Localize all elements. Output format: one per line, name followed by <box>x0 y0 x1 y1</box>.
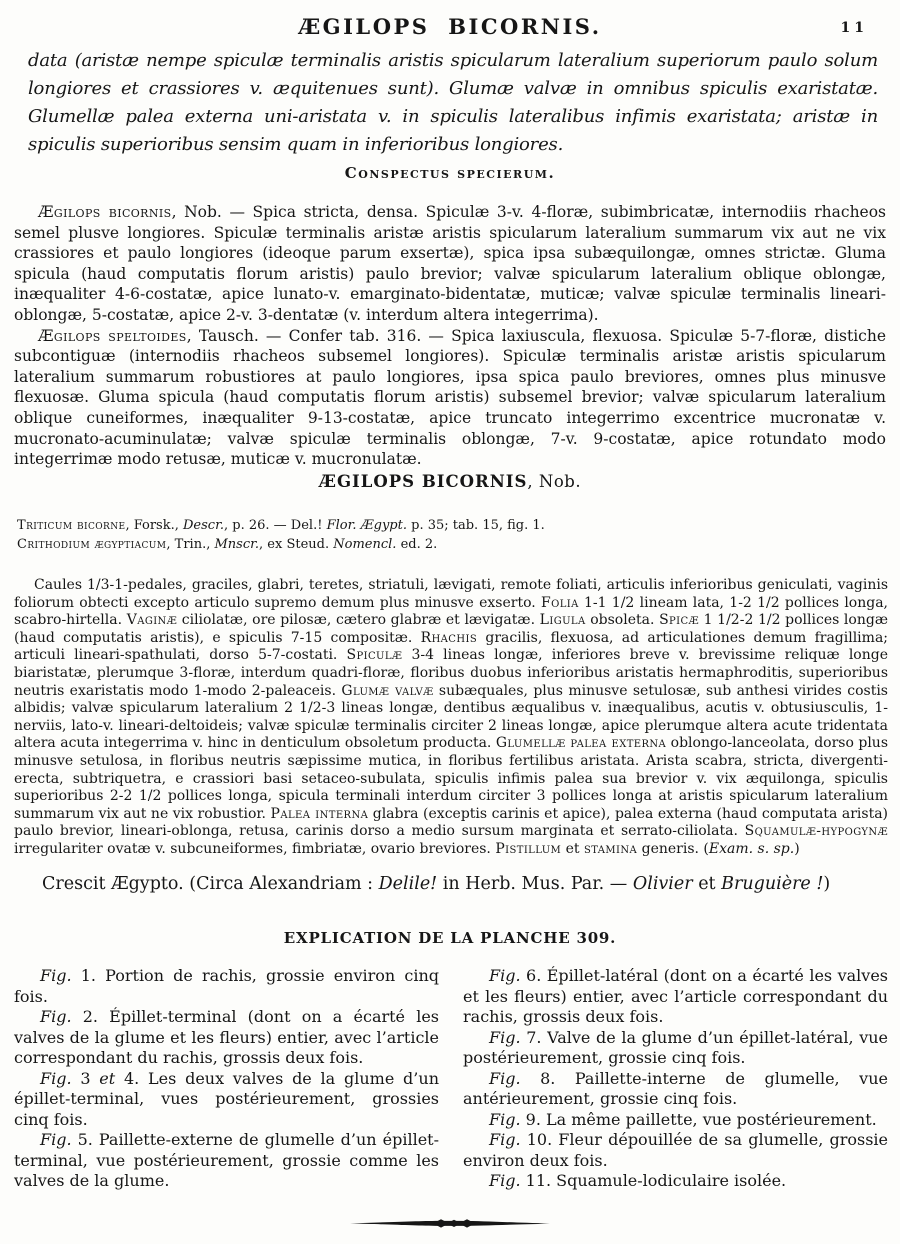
intro-continuation-paragraph: data (aristæ nempe spiculæ terminalis aristis spicularum lateralium superiorum paulo solum longiores et crassiores v. æquitenues sunt). Glumæ valvæ in omnibus spiculis exaristatæ. Glumellæ palea externa uni-aristata v. in spiculis lateralibus infimis exaristata; aristæ in spiculis superioribus sensim quam in inferioribus longiores. <box>28 50 878 155</box>
species-diagnosis-paragraph: Ægilops speltoides, Tausch. — Confer tab. 316. — Spica laxiuscula, flexuosa. Spiculæ 5-7-floræ, distiche subcontiguæ (internodiis rhacheos subsemel longiores). Spiculæ terminalis aristæ aristis spicularum lateralium summarum robustiores at paulo longiores, ipsa spica paulo breviores, omnes plus minusve flexuosæ. Gluma spicula (haud computatis florum aristis) subsemel brevior; valvæ spicularum lateralium oblique cuneiformes, inæqualiter 9-13-costatæ, apice truncato integerrimo excentrice mucronatæ v. mucronato-acuminulatæ; valvæ spiculæ terminalis oblongæ, 7-v. 9-costatæ, apice rotundato modo integerrimæ modo retusæ, muticæ v. mucronulatæ. <box>14 326 887 469</box>
figure-caption: Fig. 7. Valve de la glume d’un épillet-latéral, vue postérieurement, grossie cinq fois. <box>463 1027 888 1067</box>
conspectus-section <box>14 202 886 470</box>
species-diagnosis-paragraph: Ægilops bicornis, Nob. — Spica stricta, densa. Spiculæ 3-v. 4-floræ, subimbricatæ, internodiis rhacheos semel plusve longiores. Spiculæ terminalis aristæ aristis spicularum lateralium summarum vix aut ne vix crassiores et paulo longiores (ideoque parum exsertæ), spica ipsa subæquilongæ, omnes strictæ. Gluma spicula (haud computatis florum aristis) paulo brevior; valvæ spicularum lateralium oblique oblongæ, inæqualiter 4-6-costatæ, apice lunato-v. emarginato-bidentatæ, muticæ; valvæ spiculæ terminalis lineari-oblongæ, 5-costatæ, apice 2-v. 3-dentatæ (v. interdum altera integerrima). <box>14 203 887 324</box>
figure-caption: Fig. 5. Paillette-externe de glumelle d’un épillet-terminal, vue postérieurement, grossie comme les valves de la glume. <box>14 1130 439 1190</box>
habitat-line: Crescit Ægypto. (Circa Alexandriam : Delile! in Herb. Mus. Par. — Olivier et Bruguière !) <box>42 874 831 894</box>
page-number: 11 <box>840 20 868 36</box>
swelled-rule-icon <box>0 1214 900 1233</box>
synonymy-line: Triticum bicorne, Forsk., Descr., p. 26. — Del.! Flor. Ægypt. p. 35; tab. 15, fig. 1. <box>17 518 545 533</box>
figure-caption: Fig. 3 et 4. Les deux valves de la glume d’un épillet-terminal, vues postérieurement, grossies cinq fois. <box>14 1068 439 1129</box>
figure-caption: Fig. 9. La même paillette, vue postérieurement. <box>489 1109 877 1129</box>
figure-explanations-right-column <box>463 966 888 1192</box>
figure-caption: Fig. 8. Paillette-interne de glumelle, vue antérieurement, grossie cinq fois. <box>463 1068 888 1108</box>
synonymy-line: Crithodium ægyptiacum, Trin., Mnscr., ex Steud. Nomencl. ed. 2. <box>17 536 438 552</box>
figure-caption: Fig. 11. Squamule-lodiculaire isolée. <box>489 1171 787 1190</box>
figure-explanations <box>14 966 888 1192</box>
species-heading: ÆGILOPS BICORNIS, Nob. <box>318 472 582 491</box>
plate-explanation-heading: EXPLICATION DE LA PLANCHE 309. <box>283 929 617 947</box>
figure-caption: Fig. 1. Portion de rachis, grossie environ cinq fois. <box>14 966 439 1006</box>
synonymy-section <box>17 517 877 554</box>
figure-explanations-left-column <box>14 966 439 1192</box>
species-description-paragraph: Caules 1/3-1-pedales, graciles, glabri, teretes, striatuli, lævigati, remote foliati, articulis inferioribus geniculati, vaginis foliorum obtecti excepto articulo supremo demum plus minusve exserto. Folia 1-1 1/2 lineam lata, 1-2 1/2 pollices longa, scabro-hirtella. Vaginæ ciliolatæ, ore pilosæ, cætero glabræ et lævigatæ. Ligula obsoleta. Spicæ 1 1/2-2 1/2 pollices longæ (haud computatis aristis), e spiculis 7-15 compositæ. Rhachis gracilis, flexuosa, ad articulationes demum fragillima; articuli lineari-spathulati, dorso 5-7-costati. Spiculæ 3-4 lineas longæ, inferiores breve v. brevissime reliquæ longe biaristatæ, plerumque 3-floræ, interdum quadri-floræ, floribus duobus inferioribus aristatis hermaphroditis, superioribus neutris exaristatis modo 1-modo 2-paleaceis. Glumæ valvæ subæquales, plus minusve setulosæ, sub anthesi virides costis albidis; valvæ spicularum lateralium 2 1/2-3 lineas longæ, dentibus æqualibus v. inæqualibus, acutis v. obtusiusculis, 1-nerviis, lato-v. lineari-deltoideis; valvæ spiculæ terminalis circiter 2 lineas longæ, apice plerumque altera acute tridentata altera acuta integerrima v. hinc in denticulum obsoletum producta. Glumellæ palea externa oblongo-lanceolata, dorso plus minusve setulosa, in floribus neutris sæpissime mutica, in floribus fertilibus aristata. Arista scabra, stricta, divergenti-erecta, subtriquetra, e crassiori basi setaceo-subulata, spiculis infimis palea sua brevior v. vix æquilonga, spiculis superioribus 2-2 1/2 pollices longa, spicula terminali interdum circiter 3 pollices longa at aristis spicularum lateralium summarum vix aut ne vix robustior. Palea interna glabra (exceptis carinis et apice), palea externa (haud computata arista) paulo brevior, lineari-oblonga, retusa, carinis dorso a medio sursum marginata et serrato-ciliolata. Squamulæ-hypogynæ irregulariter ovatæ v. subcuneiformes, fimbriatæ, ovario breviores. Pistillum et stamina generis. (Exam. s. sp.) <box>14 577 889 857</box>
conspectus-specierum-heading: Conspectus specierum. <box>344 164 556 182</box>
figure-caption: Fig. 6. Épillet-latéral (dont on a écarté les valves et les fleurs) entier, avec l’article correspondant du rachis, grossis deux fois. <box>463 966 888 1026</box>
figure-caption: Fig. 2. Épillet-terminal (dont on a écarté les valves de la glume et les fleurs) entier, avec l’article correspondant du rachis, grossis deux fois. <box>14 1007 439 1067</box>
figure-caption: Fig. 10. Fleur dépouillée de sa glumelle, grossie environ deux fois. <box>463 1130 888 1170</box>
running-head-title: ÆGILOPS BICORNIS. <box>298 14 602 39</box>
